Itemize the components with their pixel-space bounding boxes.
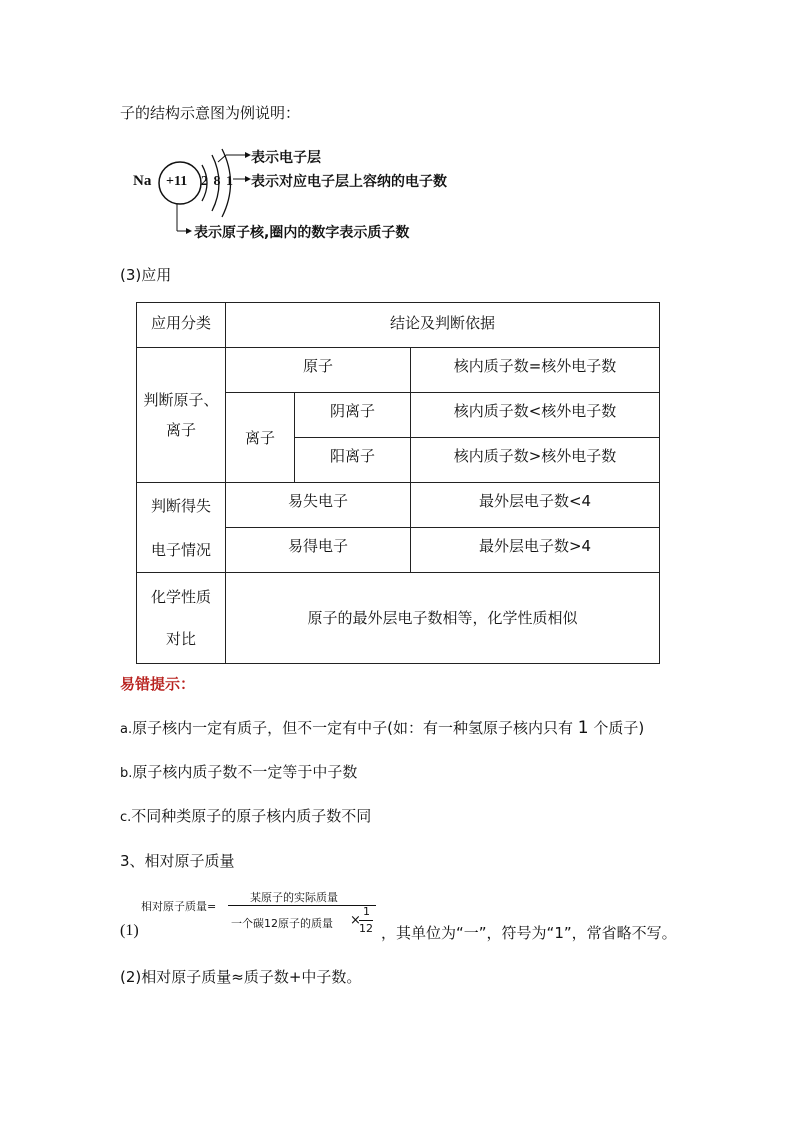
cell-gain-electron: 易得电子 [226,528,411,573]
intro-text: 子的结构示意图为例说明： [120,104,301,122]
formula-frac-den: 12 [359,922,373,935]
formula-frac-num: 1 [363,905,370,918]
element-symbol: Na [133,173,152,189]
section-heading-application: (3)应用 [120,266,172,284]
label-nucleus: 表示原子核,圈内的数字表示质子数 [194,225,410,241]
cell-cation: 阳离子 [295,438,411,483]
hint-a-text: 原子核内一定有质子，但不一定有中子(如：有一种氢原子核内只有 [132,719,573,737]
hint-title: 易错提示： [120,675,196,693]
item1-text: ，其单位为“一”，符号为“1”，常省略不写。 [381,924,677,942]
cat-line2: 电子情况 [150,540,211,559]
cat-line2: 对比 [165,630,196,648]
hint-a-suffix: 个质子) [593,719,645,737]
cell-chem-property [137,573,226,664]
hint-b-prefix: b. [120,766,133,781]
hint-c-text: 不同种类原子的原子核内质子数不同 [131,807,372,825]
cell-chem-property-rule: 原子的最外层电子数相等，化学性质相似 [226,573,660,664]
section-heading-relative-mass: 3、相对原子质量 [120,852,235,870]
cell-lose-electron: 易失电子 [226,483,411,528]
cell-cation-rule: 核内质子数>核外电子数 [411,438,660,483]
cell-ion: 离子 [226,393,295,483]
cell-judge-electron [137,483,226,573]
hint-c [120,805,371,826]
formula-fraction-bar [228,905,376,906]
cell-atom: 原子 [226,348,411,393]
hint-c-prefix: c. [120,810,132,825]
cat-line1: 判断原子、 [143,391,219,409]
header-category: 应用分类 [137,303,226,348]
cat-line1: 化学性质 [150,588,211,606]
formula-small-bar [359,920,373,921]
hint-b [120,761,357,782]
cat-line2: 离子 [165,421,196,439]
application-table [136,302,660,664]
cell-gain-rule: 最外层电子数>4 [411,528,660,573]
nuclear-charge: +11 [166,174,188,189]
electron-numbers: 2 8 1 [201,174,234,189]
cell-lose-rule: 最外层电子数<4 [411,483,660,528]
formula-times: × [350,913,361,928]
cell-anion-rule: 核内质子数<核外电子数 [411,393,660,438]
hint-a-prefix: a. [120,722,133,737]
cell-judge-atom-ion [137,348,226,483]
cell-atom-rule: 核内质子数=核外电子数 [411,348,660,393]
formula-lhs: 相对原子质量= [141,900,217,913]
label-electron-layer: 表示电子层 [251,150,321,166]
header-conclusion: 结论及判断依据 [226,303,660,348]
item2-text: (2)相对原子质量≈质子数+中子数。 [120,968,362,986]
cell-anion: 阴离子 [295,393,411,438]
formula-denominator: 一个碳12原子的质量 [231,917,333,930]
hint-b-text: 原子核内质子数不一定等于中子数 [132,763,358,781]
hint-a [120,717,644,738]
label-electron-count: 表示对应电子层上容纳的电子数 [251,174,447,190]
hint-a-num: 1 [577,718,589,738]
formula-numerator: 某原子的实际质量 [250,891,338,904]
cat-line1: 判断得失 [150,496,211,515]
item1-number: (1) [120,922,139,939]
